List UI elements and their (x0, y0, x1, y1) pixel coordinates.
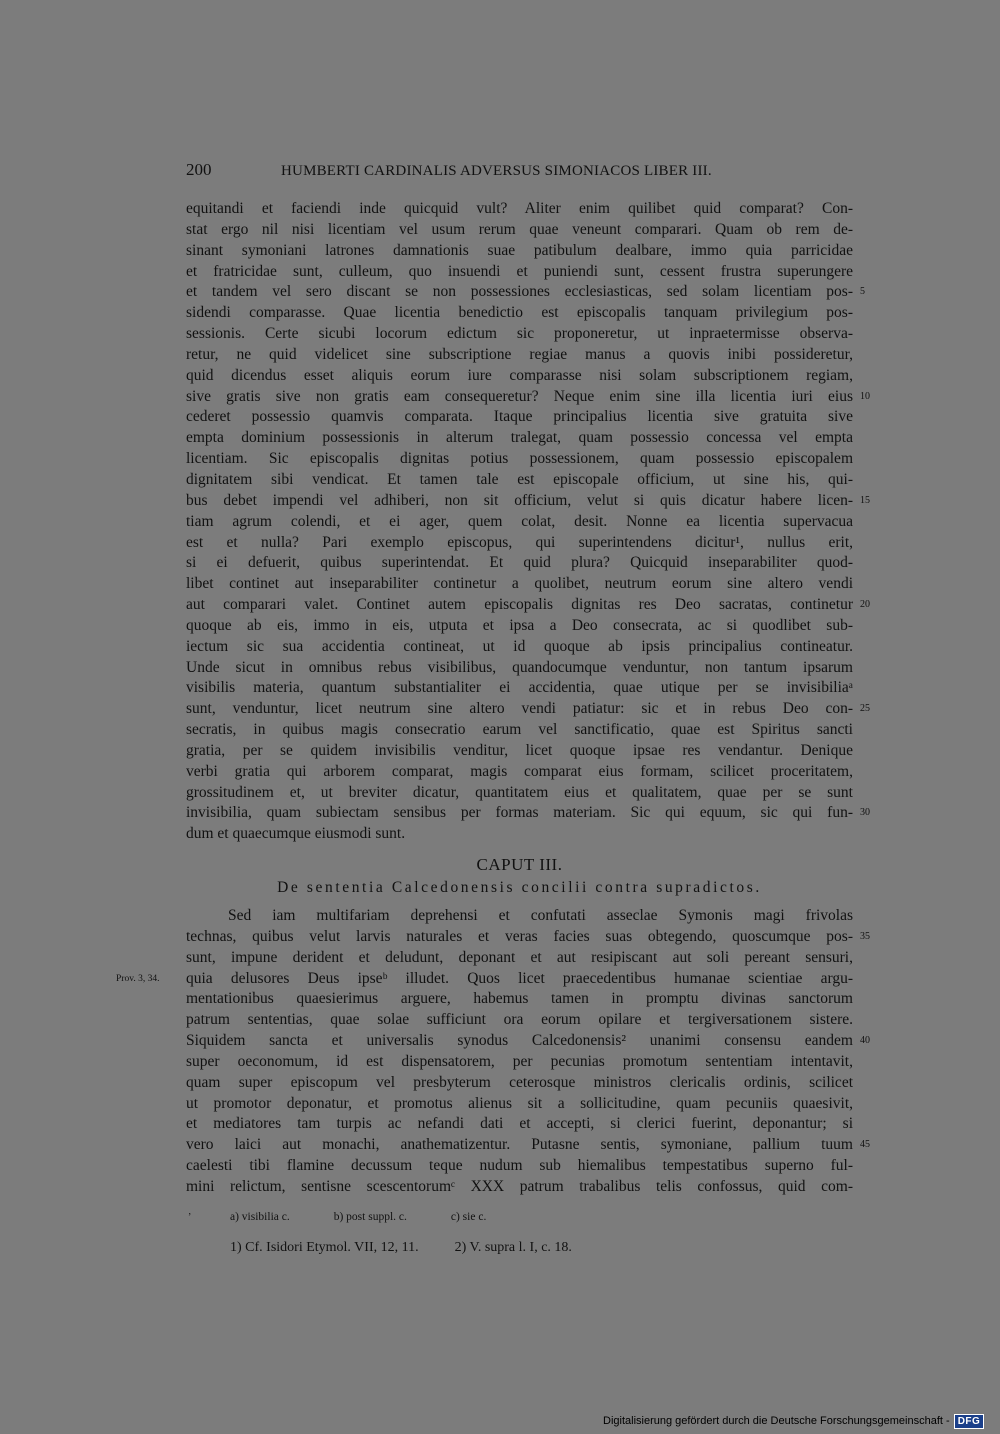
line-text: sunt, impune derident et deludunt, deponant et aut resipiscant aut soli pereant sensuri, (186, 948, 853, 966)
line-number: 35 (860, 930, 870, 942)
line-text: quid dicendus esset aliquis eorum iure comparasse nisi solam subscriptionem regiam, (186, 366, 853, 384)
text-line (186, 574, 853, 595)
footnote: b) post suppl. c. (333, 1211, 407, 1223)
line-text: cederet possessio quamvis comparata. Itaque principalius licentia sive gratuita sive (186, 408, 853, 426)
chapter-subtitle: De sententia Calcedonensis concilii contra supradictos. (277, 879, 762, 896)
text-line (186, 741, 853, 762)
text-line (186, 220, 853, 241)
text-line (186, 303, 853, 324)
line-text: empta dominium possessionis in alterum tralegat, quam possessio concessa vel empta (186, 429, 853, 447)
textual-footnotes (230, 1211, 486, 1223)
line-text: retur, ne quid videlicet sine subscriptione regiae manus a quovis inibi possideretur, (186, 345, 853, 363)
line-text: ut promotor deponatur, et promotus alienus sit a sollicitudine, quam pecuniis quaesivit, (186, 1094, 853, 1112)
digitization-footer (603, 1411, 984, 1431)
line-text: stat ergo nil nisi licentiam vel usum rerum quae veneunt comparari. Quam ob rem de- (186, 220, 853, 238)
line-text: equitandi et faciendi inde quicquid vult? Aliter enim quilibet quid comparat? Con- (186, 200, 853, 217)
line-text: licentiam. Sic episcopalis dignitas potius possessionem, quam possessio episcopalem (186, 450, 853, 468)
line-text: sessionis. Certe sicubi locorum edictum sic proponeretur, ut inpraetermisse observa- (186, 325, 853, 343)
line-text: super oeconomum, id est dispensatorem, per pecunias promotum sententiam intentavit, (186, 1052, 853, 1070)
text-line (186, 1031, 870, 1052)
text-line (186, 491, 870, 512)
line-text: libet continet aut inseparabiliter continetur a quolibet, neutrum eorum sine altero vendi (186, 575, 853, 593)
text-line (186, 720, 853, 741)
text-line (186, 678, 853, 699)
line-text: et mediatores tam turpis ac nefandi dati et accepti, si clerici fuerint, deponantur; si (186, 1115, 853, 1133)
text-line (186, 1156, 853, 1177)
line-text: et fratricidae sunt, culleum, quo insuendi et puniendi sunt, cessent frustra superungere (186, 262, 853, 280)
text-line (186, 387, 870, 408)
chapter-heading: CAPUT III. (476, 855, 563, 874)
text-line (186, 1135, 870, 1156)
line-text: verbi gratia qui arborem comparat, magis comparat eius formam, scilicet proceritatem, (186, 762, 853, 780)
line-text: quoque ab eis, immo in eis, utputa et ipsa a Deo consecrata, ac si quodlibet sub- (186, 616, 853, 634)
text-line (186, 1094, 853, 1115)
line-text: si ei defuerit, quibus superintendat. Et quid plura? Quicquid inseparabiliter quod- (186, 554, 853, 572)
line-text: mini relictum, sentisne scescentorumᶜ XXX patrum trabalibus telis confossus, quid com- (186, 1177, 853, 1195)
line-text: mentationibus quaesierimus arguere, habemus tamen in promptu divinas sanctorum (186, 990, 853, 1008)
line-text: dum et quaecumque eiusmodi sunt. (186, 825, 406, 843)
line-text: Sed iam multifariam deprehensi et confutati asseclae Symonis magi frivolas (228, 907, 853, 924)
line-text: visibilis materia, quantum substantialiter ei accidentia, quae utique per se invisibiliaᵃ (186, 679, 853, 697)
text-line (116, 969, 853, 990)
footnote: c) sie c. (450, 1211, 487, 1223)
page-number: 200 (186, 160, 212, 179)
line-text: aut comparari valet. Continet autem episcopalis dignitas res Deo sacratas, continetur (186, 596, 853, 614)
text-line (186, 512, 853, 533)
text-line (186, 345, 853, 366)
text-line (186, 783, 853, 804)
line-text: gratia, per se quidem invisibilis venditur, licet quoque ipsae res vendantur. Denique (186, 741, 853, 759)
text-line (186, 637, 853, 658)
text-line (186, 282, 865, 303)
line-text: secratis, in quibus magis consecratio earum vel sanctificatio, quae est Spiritus sancti (186, 721, 853, 739)
line-text: sinant symoniani latrones damnationis suae patibulum dealbare, immo quia parricidae (186, 241, 853, 259)
line-text: grossitudinem et, ut breviter dicatur, quantitatem eius et qualitatem, quae per se sunt (186, 783, 853, 801)
text-line (186, 1073, 853, 1094)
text-line (186, 1114, 853, 1135)
line-text: technas, quibus velut larvis naturales et veras facies suas obtegendo, quoscumque pos- (186, 927, 853, 945)
text-line (186, 616, 853, 637)
line-text: sunt, venduntur, licet neutrum sine altero vendi patiatur: sic et in rebus Deo con- (186, 700, 853, 718)
line-text: et tandem vel sero discant se non possessiones ecclesiasticas, sed solam licentiam pos- (186, 283, 853, 301)
line-number: 15 (860, 494, 870, 506)
line-text: invisibilia, quam subiectam sensibus per formas materiam. Sic qui equum, sic qui fun- (186, 804, 853, 822)
line-text: iectum sic sua accidentia contineat, ut id quoque ab ipsis principalius contineatur. (186, 637, 853, 655)
text-line (186, 989, 853, 1010)
marginal-reference: Prov. 3, 34. (116, 973, 160, 984)
line-text: quia delusores Deus ipseᵇ illudet. Quos licet praecedentibus humanae scientiae argu- (186, 969, 853, 987)
text-line (186, 449, 853, 470)
text-line (186, 407, 853, 428)
footnote: a) visibilia c. (230, 1211, 290, 1223)
line-number: 25 (860, 703, 870, 715)
line-text: quam super episcopum vel presbyterum ceterosque ministros clericalis ordinis, scilicet (186, 1073, 853, 1091)
text-line (186, 948, 853, 969)
line-number: 45 (860, 1139, 870, 1151)
text-line (186, 262, 853, 283)
text-line (186, 470, 853, 491)
text-line (186, 824, 853, 845)
text-line (186, 553, 853, 574)
line-text: bus debet impendi vel adhiberi, non sit officium, velut si quis dicatur habere licen- (186, 491, 853, 509)
text-line (186, 906, 853, 927)
line-number: 20 (860, 599, 870, 611)
text-line (186, 1010, 853, 1031)
footnote-mark-dot: ʼ (188, 1212, 192, 1223)
footer-text: Digitalisierung gefördert durch die Deutsche Forschungsgemeinschaft - (603, 1415, 950, 1427)
text-line (186, 803, 870, 824)
line-text: sive gratis sive non gratis eam consequeretur? Neque enim sine illa licentia iuri eius (186, 387, 853, 405)
text-line (186, 762, 853, 783)
line-number: 10 (860, 390, 870, 402)
main-text-block (186, 199, 870, 845)
text-line (186, 428, 853, 449)
text-line (186, 699, 870, 720)
line-text: dignitatem sibi vendicat. Et tamen tale est episcopale officium, ut sine his, qui- (186, 470, 853, 488)
line-text: est et nulla? Pari exemplo episcopus, qui superintendens dicitur¹, nullus erit, (186, 533, 853, 551)
text-line (186, 1177, 853, 1198)
text-line (186, 199, 853, 220)
line-text: patrum sententias, quae solae sufficiunt ora eorum opilare et tergiversationem sistere. (186, 1011, 853, 1029)
footnote: 1) Cf. Isidori Etymol. VII, 12, 11. (230, 1240, 419, 1255)
text-line (186, 533, 853, 554)
line-number: 5 (860, 286, 865, 298)
dfg-logo: DFG (954, 1414, 985, 1429)
line-text: caelesti tibi flamine decussum teque nudum sub hiemalibus tempestatibus superno ful- (186, 1157, 853, 1175)
footnote: 2) V. supra l. I, c. 18. (454, 1240, 572, 1255)
text-line (186, 366, 853, 387)
line-text: Siquidem sancta et universalis synodus Calcedonensis² unanimi consensu eandem (186, 1032, 853, 1050)
running-title: HUMBERTI CARDINALIS ADVERSUS SIMONIACOS LIBER III. (281, 163, 712, 179)
line-text: sidendi comparasse. Quae licentia benedictio est episcopalis tanquam privilegium pos- (186, 304, 853, 322)
line-number: 30 (860, 807, 870, 819)
text-line (186, 927, 870, 948)
text-line (186, 658, 853, 679)
source-footnotes (230, 1240, 572, 1256)
chapter-text-block (116, 906, 870, 1198)
line-text: vero laici aut monachi, anathematizentur. Putasne sentis, symoniane, pallium tuum (186, 1136, 853, 1154)
running-header (186, 160, 756, 184)
text-line (186, 241, 853, 262)
line-number: 40 (860, 1035, 870, 1047)
line-text: tiam agrum colendi, et ei ager, quem colat, desit. Nonne ea licentia supervacua (186, 512, 853, 530)
text-line (186, 324, 853, 345)
text-line (186, 595, 870, 616)
line-text: Unde sicut in omnibus rebus visibilibus, quandocumque venduntur, non tantum ipsarum (186, 658, 853, 676)
text-line (186, 1052, 853, 1073)
